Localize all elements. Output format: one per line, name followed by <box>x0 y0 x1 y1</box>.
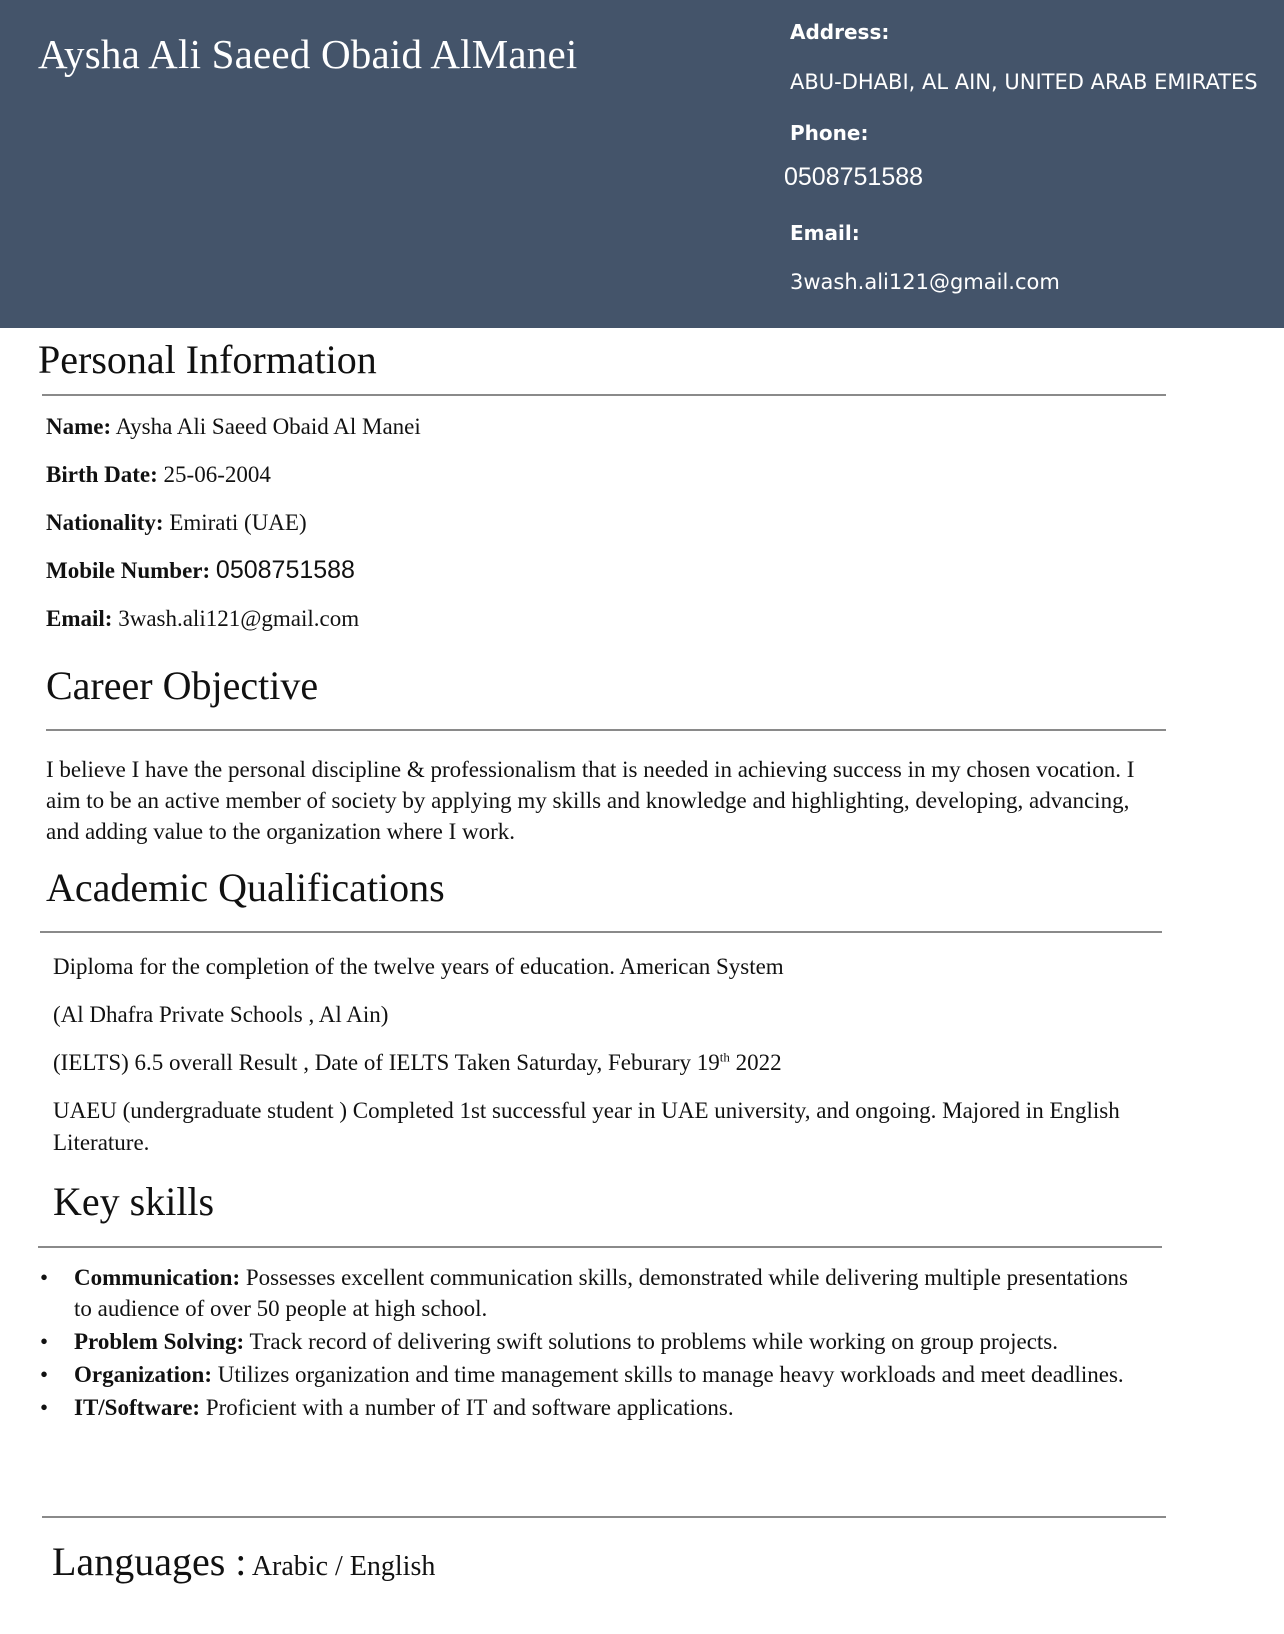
personal-email-row <box>46 606 359 632</box>
personal-info-divider <box>42 394 1166 396</box>
languages-divider <box>42 1516 1166 1518</box>
bullet-icon: • <box>40 1265 49 1290</box>
mobile-label: Mobile Number: <box>46 558 211 583</box>
address-label: Address: <box>790 20 890 44</box>
bullet-icon: • <box>40 1329 49 1354</box>
career-objective-title: Career Objective <box>46 663 319 708</box>
phone-label: Phone: <box>790 121 869 145</box>
birth-date-label: Birth Date: <box>46 462 158 487</box>
academic-line-school: (Al Dhafra Private Schools , Al Ain) <box>53 1002 389 1027</box>
name-value: Aysha Ali Saeed Obaid Al Manei <box>115 414 421 439</box>
languages-value: Arabic / English <box>246 1551 436 1582</box>
list-item <box>36 1262 1136 1324</box>
header-banner <box>0 0 1284 328</box>
header-name: Aysha Ali Saeed Obaid AlManei <box>38 31 578 77</box>
skill-text: Possesses excellent communication skills, demonstrated while delivering multiple presentations to audience of over 50 people at high school. <box>74 1265 1129 1321</box>
bullet-icon: • <box>40 1395 49 1420</box>
personal-email-value: 3wash.ali121@gmail.com <box>118 606 360 631</box>
mobile-value: 0508751588 <box>215 556 355 584</box>
skill-text: Proficient with a number of IT and software applications. <box>200 1395 734 1420</box>
skill-label: Problem Solving: <box>74 1329 245 1354</box>
academic-line-uaeu: UAEU (undergraduate student ) Completed 1st successful year in UAE university, and ongoing. Majored in English Literature. <box>53 1098 1120 1155</box>
personal-birth-row <box>46 462 271 488</box>
name-label: Name: <box>46 414 112 439</box>
nationality-value: Emirati (UAE) <box>169 510 307 535</box>
career-objective-text: I believe I have the personal discipline & professionalism that is needed in achieving success in my chosen vocation. I aim to be an active member of society by applying my skills and knowledge and highlighting, developing, advancing, and adding value to the organization where I work. <box>46 757 1135 844</box>
skill-label: IT/Software: <box>74 1395 201 1420</box>
key-skills-list <box>36 1262 1136 1425</box>
academic-line-ielts <box>53 1047 1153 1079</box>
bullet-icon: • <box>40 1362 49 1387</box>
address-value: ABU-DHABI, AL AIN, UNITED ARAB EMIRATES <box>790 70 1258 94</box>
academic-divider <box>40 931 1162 933</box>
phone-value: 0508751588 <box>784 163 924 191</box>
key-skills-title: Key skills <box>53 1179 215 1224</box>
list-item <box>36 1326 1136 1357</box>
academic-line-diploma: Diploma for the completion of the twelve years of education. American System <box>53 954 784 979</box>
list-item <box>36 1359 1136 1390</box>
personal-name-row <box>46 414 421 440</box>
ielts-year: 2022 <box>729 1050 782 1075</box>
nationality-label: Nationality: <box>46 510 164 535</box>
skill-label: Communication: <box>74 1265 241 1290</box>
personal-mobile-row <box>46 556 355 585</box>
personal-info-title: Personal Information <box>38 337 377 382</box>
key-skills-divider <box>38 1246 1162 1248</box>
career-objective-divider <box>46 729 1166 731</box>
birth-date-value: 25-06-2004 <box>163 462 271 487</box>
personal-nationality-row <box>46 510 307 536</box>
languages-row <box>52 1538 435 1585</box>
email-value: 3wash.ali121@gmail.com <box>790 270 1060 294</box>
languages-title: Languages : <box>52 1539 247 1584</box>
skill-text: Utilizes organization and time management skills to manage heavy workloads and meet deadlines. <box>212 1362 1124 1387</box>
ielts-text: (IELTS) 6.5 overall Result , Date of IELTS Taken Saturday, Feburary 19 <box>53 1050 720 1075</box>
list-item <box>36 1392 1136 1423</box>
ielts-superscript: th <box>719 1049 730 1065</box>
personal-email-label: Email: <box>46 606 113 631</box>
email-label: Email: <box>790 221 860 245</box>
academic-title: Academic Qualifications <box>46 865 445 910</box>
skill-text: Track record of delivering swift solutions to problems while working on group projects. <box>244 1329 1058 1354</box>
skill-label: Organization: <box>74 1362 212 1387</box>
